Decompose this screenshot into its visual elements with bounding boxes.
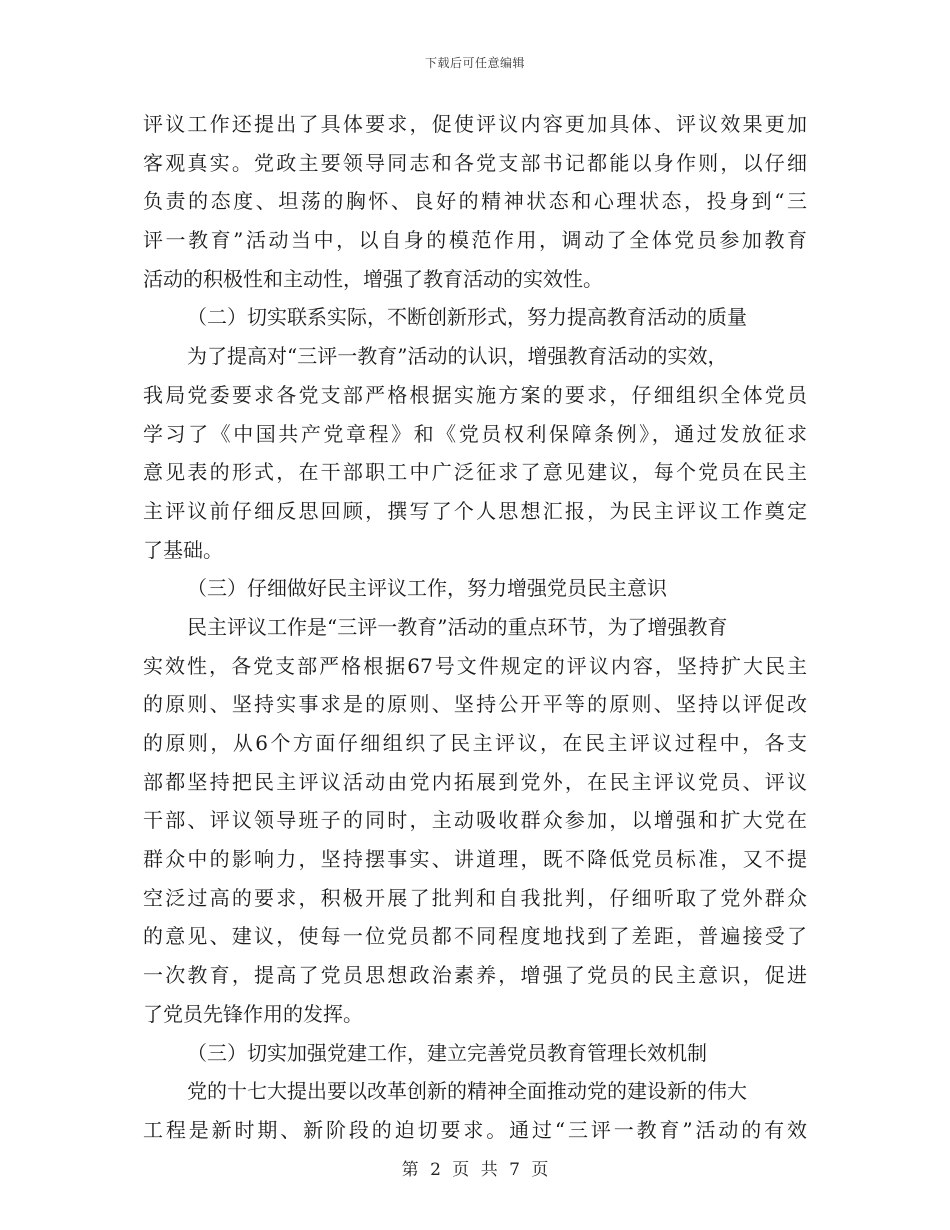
- paragraph-line: 实效性，各党支部严格根据67号文件规定的评议内容，坚持扩大民主: [143, 653, 807, 678]
- paragraph-line: 评一教育”活动当中，以自身的模范作用，调动了全体党员参加教育: [143, 228, 807, 253]
- section-heading: （二）切实联系实际，不断创新形式，努力提高教育活动的质量: [187, 305, 747, 330]
- paragraph-line: 了基础。: [143, 537, 223, 562]
- paragraph-line: 的原则、坚持实事求是的原则、坚持公开平等的原则、坚持以评促改: [143, 692, 807, 717]
- paragraph-line: 为了提高对“三评一教育”活动的认识，增强教育活动的实效，: [187, 344, 728, 369]
- paragraph-line: 部都坚持把民主评议活动由党内拓展到党外，在民主评议党员、评议: [143, 769, 807, 794]
- paragraph-line: 一次教育，提高了党员思想政治素养，增强了党员的民主意识，促进: [143, 963, 807, 988]
- document-body: [143, 105, 807, 1150]
- paragraph-line: 活动的积极性和主动性，增强了教育活动的实效性。: [143, 266, 603, 291]
- paragraph-line: 主评议前仔细反思回顾，撰写了个人思想汇报，为民主评议工作奠定: [143, 498, 807, 523]
- paragraph-line: 我局党委要求各党支部严格根据实施方案的要求，仔细组织全体党员: [143, 382, 807, 407]
- page-header-note: 下载后可任意编辑: [424, 56, 525, 70]
- paragraph-line: 工程是新时期、新阶段的迫切要求。通过“三评一教育”活动的有效: [143, 1117, 807, 1142]
- page-number-footer: 第 2 页 共 7 页: [401, 1160, 549, 1180]
- paragraph-line: 的意见、建议，使每一位党员都不同程度地找到了差距，普遍接受了: [143, 924, 807, 949]
- paragraph-line: 干部、评议领导班子的同时，主动吸收群众参加，以增强和扩大党在: [143, 808, 807, 833]
- paragraph-line: 客观真实。党政主要领导同志和各党支部书记都能以身作则，以仔细: [143, 150, 807, 175]
- paragraph-line: 空泛过高的要求，积极开展了批判和自我批判，仔细听取了党外群众: [143, 885, 807, 910]
- paragraph-line: 评议工作还提出了具体要求，促使评议内容更加具体、评议效果更加: [143, 112, 807, 136]
- paragraph-line: 党的十七大提出要以改革创新的精神全面推动党的建设新的伟大: [187, 1079, 747, 1104]
- paragraph-line: 的原则，从6个方面仔细组织了民主评议，在民主评议过程中，各支: [143, 731, 807, 755]
- section-heading: （三）切实加强党建工作，建立完善党员教育管理长效机制: [187, 1040, 707, 1065]
- paragraph-line: 意见表的形式，在干部职工中广泛征求了意见建议，每个党员在民主: [143, 460, 807, 485]
- paragraph-line: 群众中的影响力，坚持摆事实、讲道理，既不降低党员标准，又不提: [143, 847, 807, 872]
- paragraph-line: 民主评议工作是“三评一教育”活动的重点环节，为了增强教育: [187, 614, 728, 639]
- paragraph-line: 了党员先锋作用的发挥。: [143, 1001, 363, 1026]
- paragraph-line: 负责的态度、坦荡的胸怀、良好的精神状态和心理状态，投身到“三: [143, 189, 807, 214]
- section-heading: （三）仔细做好民主评议工作，努力增强党员民主意识: [187, 576, 667, 601]
- paragraph-line: 学习了《中国共产党章程》和《党员权利保障条例》，通过发放征求: [143, 421, 807, 446]
